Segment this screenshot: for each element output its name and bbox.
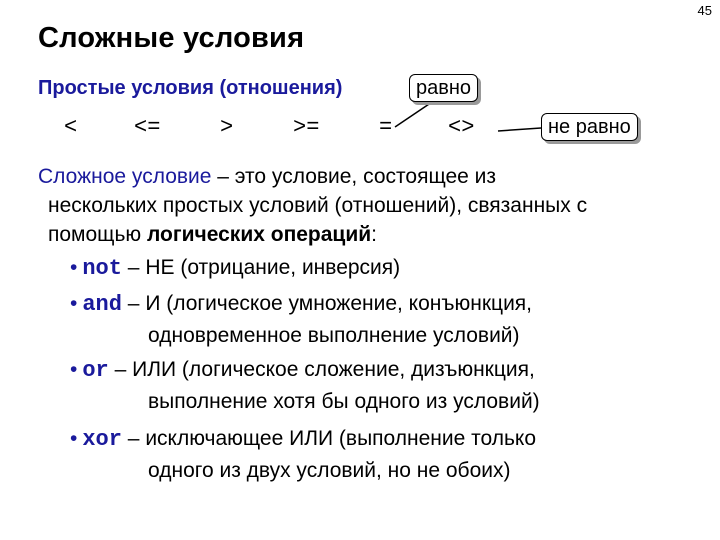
definition-line3-post: : bbox=[371, 223, 378, 246]
definition-term: Сложное условие bbox=[38, 165, 212, 188]
operation-item-not bbox=[70, 252, 400, 284]
operation-description-cont: выполнение хотя бы одного из условий) bbox=[148, 390, 540, 413]
operation-description: – ИЛИ (логическое сложение, дизъюнкция, bbox=[108, 358, 535, 381]
operator-greater: > bbox=[220, 115, 234, 140]
callout-equal: равно bbox=[409, 74, 478, 102]
operation-description: – исключающее ИЛИ (выполнение только bbox=[121, 427, 537, 450]
leader-line-equal bbox=[395, 98, 438, 127]
slide-number: 45 bbox=[697, 3, 712, 18]
definition-line1-rest: – это условие, состоящее из bbox=[211, 165, 497, 188]
operator-less: < bbox=[64, 115, 78, 140]
bullet-dot: • bbox=[70, 427, 78, 450]
operation-keyword: or bbox=[82, 358, 109, 383]
operator-less-equal: <= bbox=[134, 115, 161, 140]
operation-description: – НЕ (отрицание, инверсия) bbox=[121, 256, 401, 279]
definition-paragraph bbox=[38, 162, 698, 249]
definition-line3-pre: помощью bbox=[48, 223, 147, 246]
leader-line-not-equal bbox=[498, 128, 541, 131]
slide-title: Сложные условия bbox=[38, 22, 305, 54]
bullet-dot: • bbox=[70, 358, 78, 381]
operation-item-xor bbox=[70, 423, 536, 486]
operation-keyword: and bbox=[82, 292, 122, 317]
operation-description-cont: одновременное выполнение условий) bbox=[148, 324, 520, 347]
bullet-dot: • bbox=[70, 292, 78, 315]
subtitle: Простые условия (отношения) bbox=[38, 77, 343, 99]
operation-keyword: not bbox=[82, 256, 122, 281]
operation-keyword: xor bbox=[82, 427, 122, 452]
definition-line-2: нескольких простых условий (отношений), связанных с bbox=[48, 194, 588, 217]
definition-line-3 bbox=[38, 220, 698, 249]
operation-description: – И (логическое умножение, конъюнкция, bbox=[121, 292, 533, 315]
definition-line-1 bbox=[38, 162, 698, 191]
operator-not-equal: <> bbox=[448, 115, 475, 140]
bullet-dot: • bbox=[70, 256, 78, 279]
callout-not-equal: не равно bbox=[541, 113, 638, 141]
operation-description-cont: одного из двух условий, но не обоих) bbox=[148, 459, 511, 482]
operator-greater-equal: >= bbox=[293, 115, 320, 140]
operation-item-and bbox=[70, 288, 532, 351]
operator-equal: = bbox=[379, 115, 393, 140]
operation-item-or bbox=[70, 354, 540, 417]
definition-line3-bold: логических операций bbox=[146, 223, 372, 246]
